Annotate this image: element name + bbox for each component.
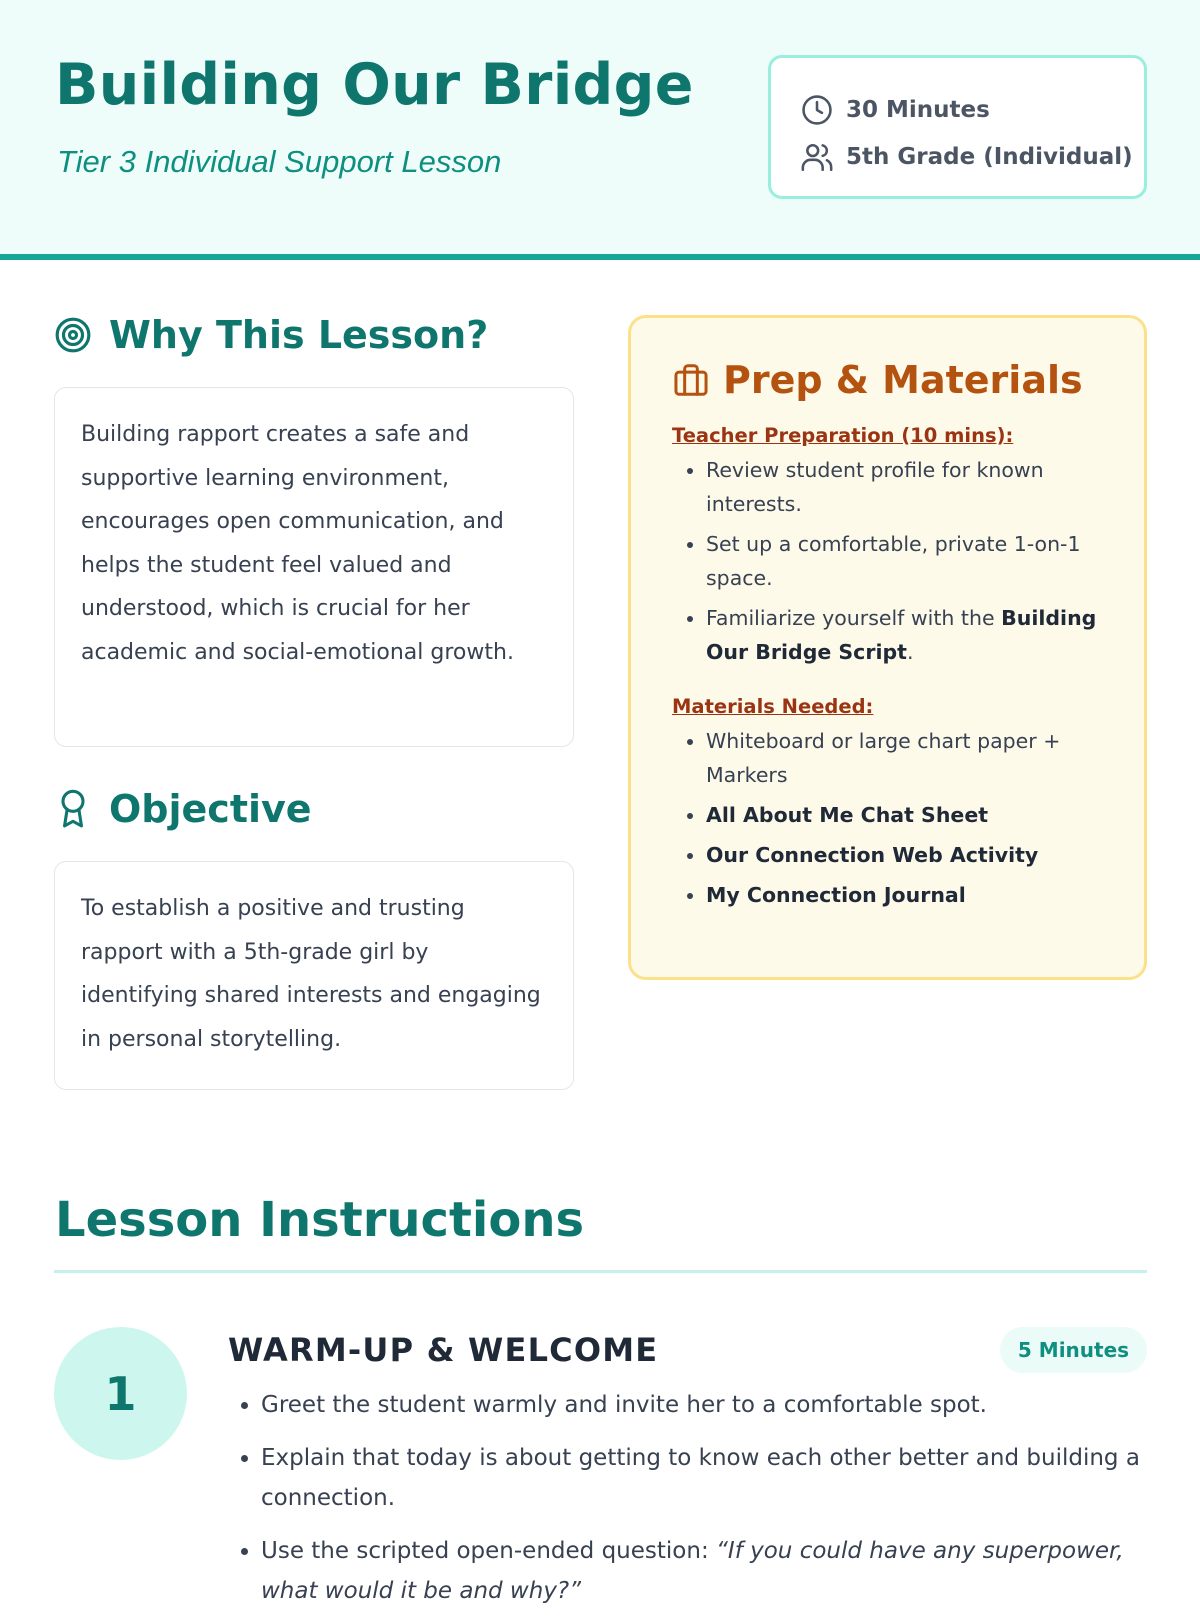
prep-materials-box	[628, 315, 1147, 980]
why-text: Building rapport creates a safe and supportive learning environment, encourages open communication, and helps the student feel valued and understood, which is crucial for her academic and social-emotional growth.	[81, 422, 514, 665]
prep-heading	[672, 358, 1104, 402]
grade-label: 5th Grade (Individual)	[846, 143, 1133, 170]
list-item	[706, 878, 1104, 912]
list-item	[706, 838, 1104, 872]
materials-heading: Materials Needed:	[672, 695, 874, 718]
scripted-question: “If you could have any superpower, what would it be and why?”	[261, 1538, 1124, 1604]
objective-heading-text: Objective	[109, 787, 312, 831]
step-number-badge: 1	[54, 1327, 187, 1460]
list-item	[706, 798, 1104, 832]
clock-icon	[800, 93, 834, 127]
prep-heading-text: Prep & Materials	[723, 358, 1083, 402]
teacher-prep-list	[672, 453, 1104, 669]
list-item	[706, 601, 1104, 669]
teacher-prep-heading: Teacher Preparation (10 mins):	[672, 424, 1014, 447]
why-heading	[54, 313, 488, 357]
script-name: Building Our Bridge Script	[706, 606, 1097, 664]
page-title: Building Our Bridge	[55, 52, 694, 118]
objective-heading	[54, 787, 312, 831]
objective-text: To establish a positive and trusting rapport with a 5th-grade girl by identifying shared interests and engaging in personal storytelling.	[81, 896, 541, 1052]
why-card	[54, 387, 574, 747]
briefcase-icon	[672, 361, 710, 399]
step-duration-badge: 5 Minutes	[1000, 1327, 1147, 1373]
users-icon	[800, 140, 834, 174]
material-name: My Connection Journal	[706, 883, 966, 907]
lesson-info-box	[768, 55, 1147, 199]
target-icon	[54, 316, 92, 354]
material-name: Our Connection Web Activity	[706, 843, 1039, 867]
list-item: • Set up a comfortable, private 1-on-1 space.	[706, 527, 1104, 595]
list-item: • Whiteboard or large chart paper + Markers	[706, 724, 1104, 792]
list-item: • Greet the student warmly and invite her to a comfortable spot.	[261, 1385, 1150, 1425]
lesson-header	[0, 0, 1200, 260]
step-title: WARM-UP & WELCOME	[228, 1331, 659, 1369]
step-instructions-list	[228, 1385, 1150, 1624]
list-item: • Review student profile for known interests.	[706, 453, 1104, 521]
why-heading-text: Why This Lesson?	[109, 313, 489, 357]
grade-row	[800, 133, 1144, 180]
award-ribbon-icon	[54, 789, 92, 829]
duration-row	[800, 86, 1144, 133]
lesson-instructions-heading: Lesson Instructions	[55, 1192, 585, 1248]
page-subtitle: Tier 3 Individual Support Lesson	[57, 144, 502, 179]
list-item-text: .	[906, 640, 914, 664]
objective-card	[54, 861, 574, 1090]
list-item	[261, 1531, 1150, 1611]
duration-label: 30 Minutes	[846, 96, 990, 123]
list-item-text: Familiarize yourself with the	[706, 606, 1002, 630]
material-name: All About Me Chat Sheet	[706, 803, 989, 827]
materials-list	[672, 724, 1104, 912]
list-item: • Explain that today is about getting to know each other better and building a connection.	[261, 1438, 1150, 1518]
section-divider	[54, 1270, 1147, 1273]
list-item-text: Use the scripted open-ended question:	[261, 1538, 717, 1564]
